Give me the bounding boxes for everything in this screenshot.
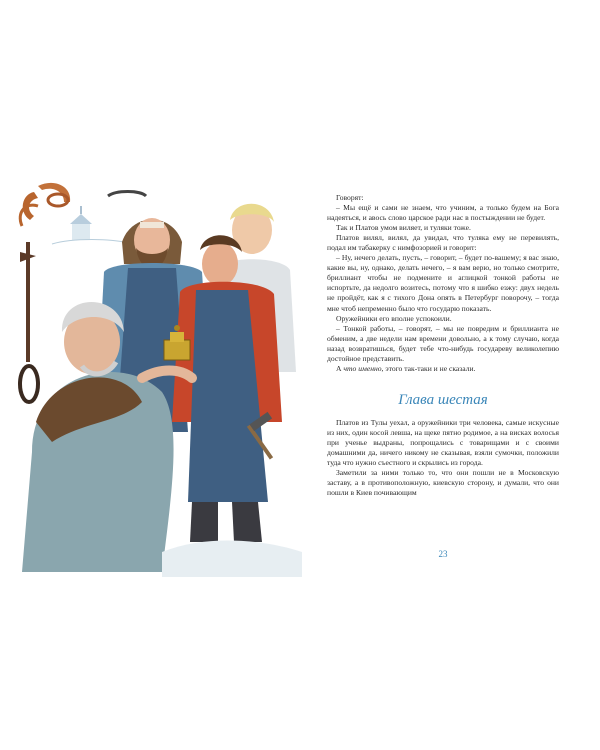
- paragraph: – Тонкой работы, – говорят, – мы не повредим и бриллианта не обменим, а две недели нам времени довольно, а к тому случаю, когда назад возвратишься, будет тебе что-нибудь государеву великолепию достойное представить.: [327, 323, 559, 363]
- illustration-tula-gunsmiths: [12, 172, 302, 577]
- iron-tool: [20, 242, 38, 402]
- italic-run: что именно: [343, 363, 382, 373]
- paragraph: Оружейники его вполне успокоили.: [336, 313, 452, 323]
- paragraph: – Ну, нечего делать, пусть, – говорит, – будет по-вашему; я вас знаю, какие вы, ну, однако, делать нечего, – я вам верю, но только смотрите, бриллиант чтобы не подмените и аглицкой тонкой работы не испортьте, да недолго возитесь, потому что я шибко езжу: двух недель не пройдёт, как я с тихого Дона опять в Петербург поворочу, – тогда мне чтоб непременно было что государю показать.: [327, 253, 559, 313]
- iron-handle: [108, 192, 146, 197]
- chapter-title: Глава шестая: [398, 391, 488, 408]
- paragraph: Платов из Тулы уехал, а оружейники три человека, самые искусные из них, один косой левша, на щеке пятно родимое, а на висках волосья при ученье выдраны, попрощались с товарищами и с своими домашними да, ничего никому не сказывая, взяли сумочки, положили туда что нужно съестного и скрылись из города.: [327, 417, 559, 468]
- paragraph: – Мы ещё и сами не знаем, что учиним, а только будем на Бога надеяться, и авось слово царское ради нас в постыждении не будет.: [327, 203, 559, 223]
- paragraph: Говорят:: [336, 193, 364, 202]
- church-icon: [52, 206, 132, 244]
- paragraph: Заметили за ними только то, что они пошли не в Московскую заставу, а в противоположную, киевскую сторону, и думали, что они пошли в Киев почивающим: [327, 468, 559, 498]
- horseshoe-icon: [20, 183, 70, 226]
- page-number: 23: [438, 549, 448, 559]
- text-column: [327, 193, 559, 498]
- paragraph: Так и Платов умом виляет, и туляки тоже.: [336, 223, 471, 233]
- paragraph-last: [327, 364, 559, 374]
- text-run: , этого так-таки и не сказали.: [381, 363, 476, 373]
- paragraph: Платов вилял, вилял, да увидал, что туляка ему не перевилять, подал им табакерку с нимфозорией и говорит:: [327, 233, 559, 253]
- text-run: А: [336, 363, 344, 373]
